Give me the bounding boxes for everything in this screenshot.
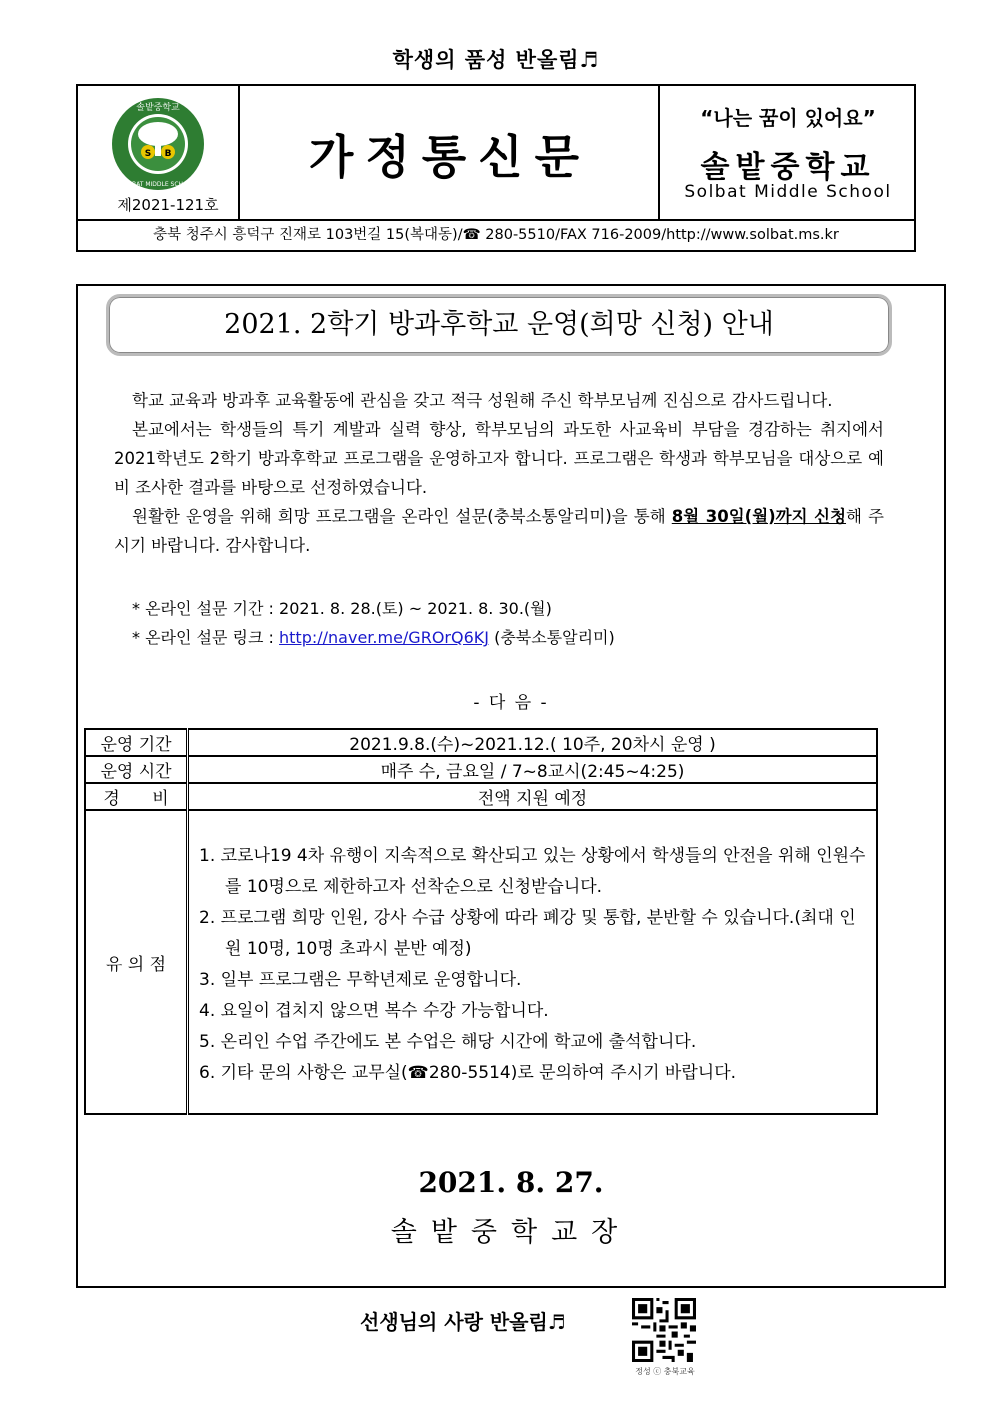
svg-text:S: S xyxy=(144,149,152,159)
paragraph-thanks: 학교 교육과 방과후 교육활동에 관심을 갖고 적극 성원해 주신 학부모님께 진심으로 감사드립니다. xyxy=(132,391,833,410)
survey-period-label: * 온라인 설문 기간 : xyxy=(132,599,280,618)
school-name-english: Solbat Middle School xyxy=(684,182,892,202)
notes-list xyxy=(188,810,878,1114)
svg-text:B: B xyxy=(164,149,172,159)
paragraph-request xyxy=(114,502,884,560)
row-value: 2021.9.8.(수)~2021.12.( 10주, 20차시 운영 ) xyxy=(188,729,878,756)
table-row xyxy=(85,783,877,810)
paragraph-purpose: 본교에서는 학생들의 특기 계발과 실력 향상, 학부모님의 과도한 사교육비 부담을 경감하는 취지에서 2021학년도 2학기 방과후학교 프로그램을 운영하고자 합니다. 프로그램은 학생과 학부모님을 대상으로 예비 조사한 결과를 바탕으로 선정하였습니다. xyxy=(114,420,884,497)
notice-frame xyxy=(76,284,946,1288)
survey-link-line xyxy=(132,623,615,652)
bottom-slogan: 선생님의 사랑 반올림♬ xyxy=(360,1310,566,1334)
program-info-table xyxy=(84,728,878,1115)
survey-link-suffix: (충북소통알리미) xyxy=(488,628,615,647)
table-row xyxy=(85,756,877,783)
svg-text:SOLBAT MIDDLE SCHOOL: SOLBAT MIDDLE SCHOOL xyxy=(120,181,196,188)
newsletter-header xyxy=(76,84,916,252)
survey-link[interactable]: http://naver.me/GROrQ6KJ xyxy=(279,628,489,647)
school-motto: “나는 꿈이 있어요” xyxy=(700,106,876,130)
row-value: 전액 지원 예정 xyxy=(188,783,878,810)
svg-text:솔밭중학교: 솔밭중학교 xyxy=(136,103,180,113)
survey-period-line xyxy=(132,594,615,623)
notes-label: 유 의 점 xyxy=(85,810,188,1114)
school-logo xyxy=(110,96,206,192)
note-item: 1. 코로나19 4차 유행이 지속적으로 확산되고 있는 상황에서 학생들의 안전을 위해 인원수를 10명으로 제한하고자 선착순으로 신청받습니다. xyxy=(199,846,866,897)
notice-title: 2021. 2학기 방과후학교 운영(희망 신청) 안내 xyxy=(106,294,892,356)
issue-number: 제2021-121호 xyxy=(117,196,219,214)
top-slogan: 학생의 품성 반올림♬ xyxy=(392,47,600,72)
note-item: 6. 기타 문의 사항은 교무실(☎280-5514)로 문의하여 주시기 바랍니다. xyxy=(199,1063,737,1083)
school-address: 충북 청주시 흥덕구 진재로 103번길 15(복대동)/☎ 280-5510/FAX 716-2009/http://www.solbat.ms.kr xyxy=(78,219,914,250)
deadline-text: 8월 30일(월)까지 신청 xyxy=(671,507,847,526)
table-row xyxy=(85,729,877,756)
newsletter-title: 가정통신문 xyxy=(308,130,592,184)
request-suffix: 해 주시기 바랍니다. 감사합니다. xyxy=(114,507,884,555)
row-value: 매주 수, 금요일 / 7~8교시(2:45~4:25) xyxy=(188,756,878,783)
survey-link-label: * 온라인 설문 링크 : xyxy=(132,628,280,647)
school-cell xyxy=(660,86,916,219)
issue-date: 2021. 8. 27. xyxy=(418,1166,604,1199)
row-label: 운영 기간 xyxy=(85,729,188,756)
request-prefix: 원활한 운영을 위해 희망 프로그램을 온라인 설문(충북소통알리미)을 통해 xyxy=(132,507,672,526)
row-label: 경 비 xyxy=(85,783,188,810)
qr-code-icon[interactable] xyxy=(632,1298,696,1362)
survey-info xyxy=(132,594,615,652)
row-label: 운영 시간 xyxy=(85,756,188,783)
note-item: 3. 일부 프로그램은 무학년제로 운영합니다. xyxy=(199,970,522,990)
section-divider-label: - 다 음 - xyxy=(473,693,549,713)
qr-caption: 정성 ⓒ 충북교육 xyxy=(635,1367,695,1376)
note-item: 4. 요일이 겹치지 않으면 복수 수강 가능합니다. xyxy=(199,1001,549,1021)
principal-signature: 솔밭중학교장 xyxy=(390,1217,632,1248)
survey-period: 2021. 8. 28.(토) ~ 2021. 8. 30.(월) xyxy=(279,599,552,618)
note-item: 5. 온리인 수업 주간에도 본 수업은 해당 시간에 학교에 출석합니다. xyxy=(199,1032,697,1052)
note-item: 2. 프로그램 희망 인원, 강사 수급 상황에 따라 폐강 및 통합, 분반할 수 있습니다.(최대 인원 10명, 10명 초과시 분반 예정) xyxy=(199,908,856,959)
school-name-korean: 솔밭중학교 xyxy=(700,150,876,185)
table-row xyxy=(85,810,877,1114)
title-cell xyxy=(240,86,660,219)
logo-cell xyxy=(78,86,240,219)
notice-body xyxy=(114,386,884,560)
